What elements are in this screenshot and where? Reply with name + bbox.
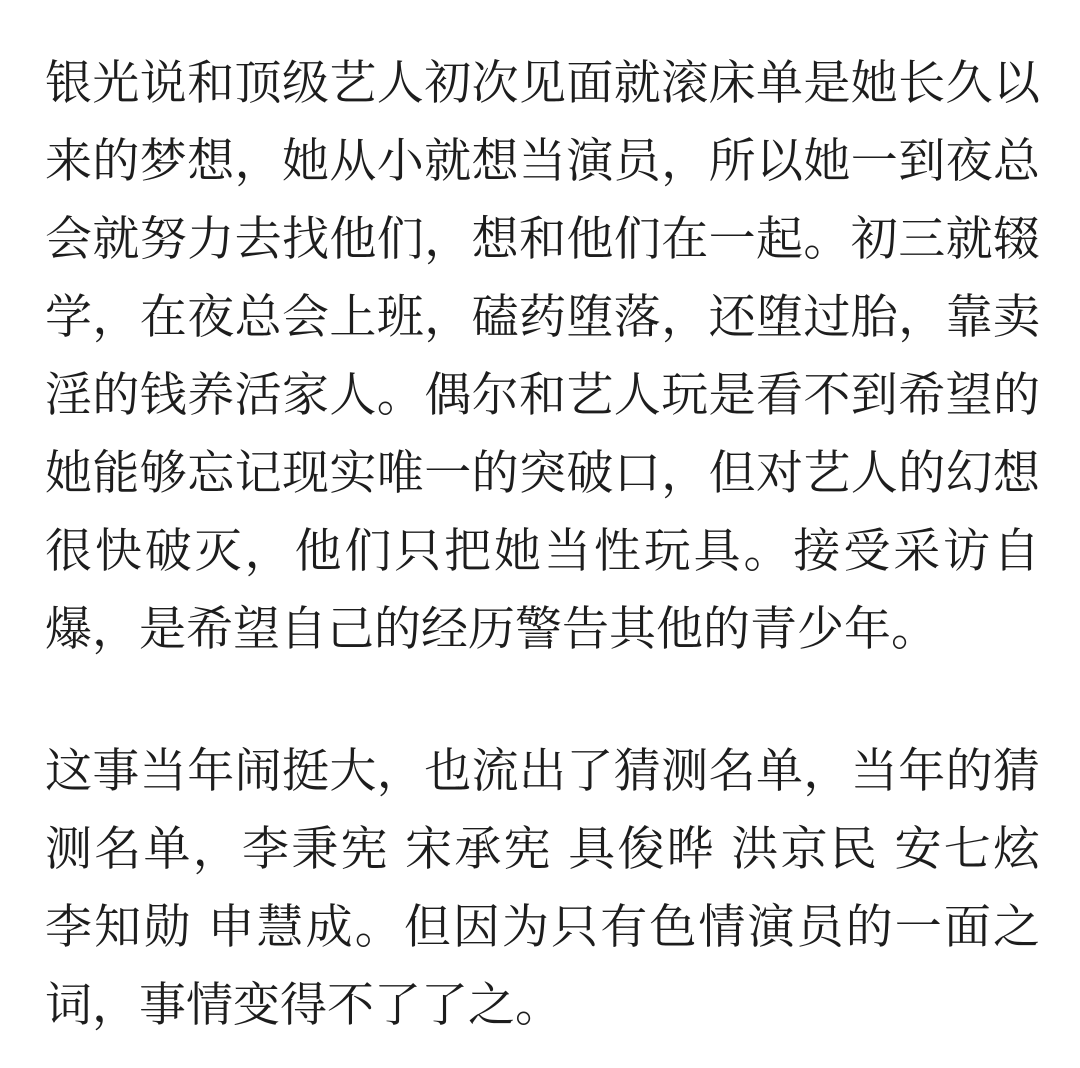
article-text-block [45, 44, 1040, 1044]
article-paragraph-1: 银光说和顶级艺人初次见面就滚床单是她长久以来的梦想，她从小就想当演员，所以她一到夜总会就努力去找他们，想和他们在一起。初三就辍学，在夜总会上班，磕药堕落，还堕过胎，靠卖淫的钱养活家人。偶尔和艺人玩是看不到希望的她能够忘记现实唯一的突破口，但对艺人的幻想很快破灭，他们只把她当性玩具。接受采访自爆，是希望自己的经历警告其他的青少年。 [45, 56, 1040, 655]
article-paragraph-2: 这事当年闹挺大，也流出了猜测名单，当年的猜测名单，李秉宪 宋承宪 具俊晔 洪京民 安七炫 李知勋 申慧成。但因为只有色情演员的一面之词，事情变得不了了之。 [45, 744, 1040, 1031]
